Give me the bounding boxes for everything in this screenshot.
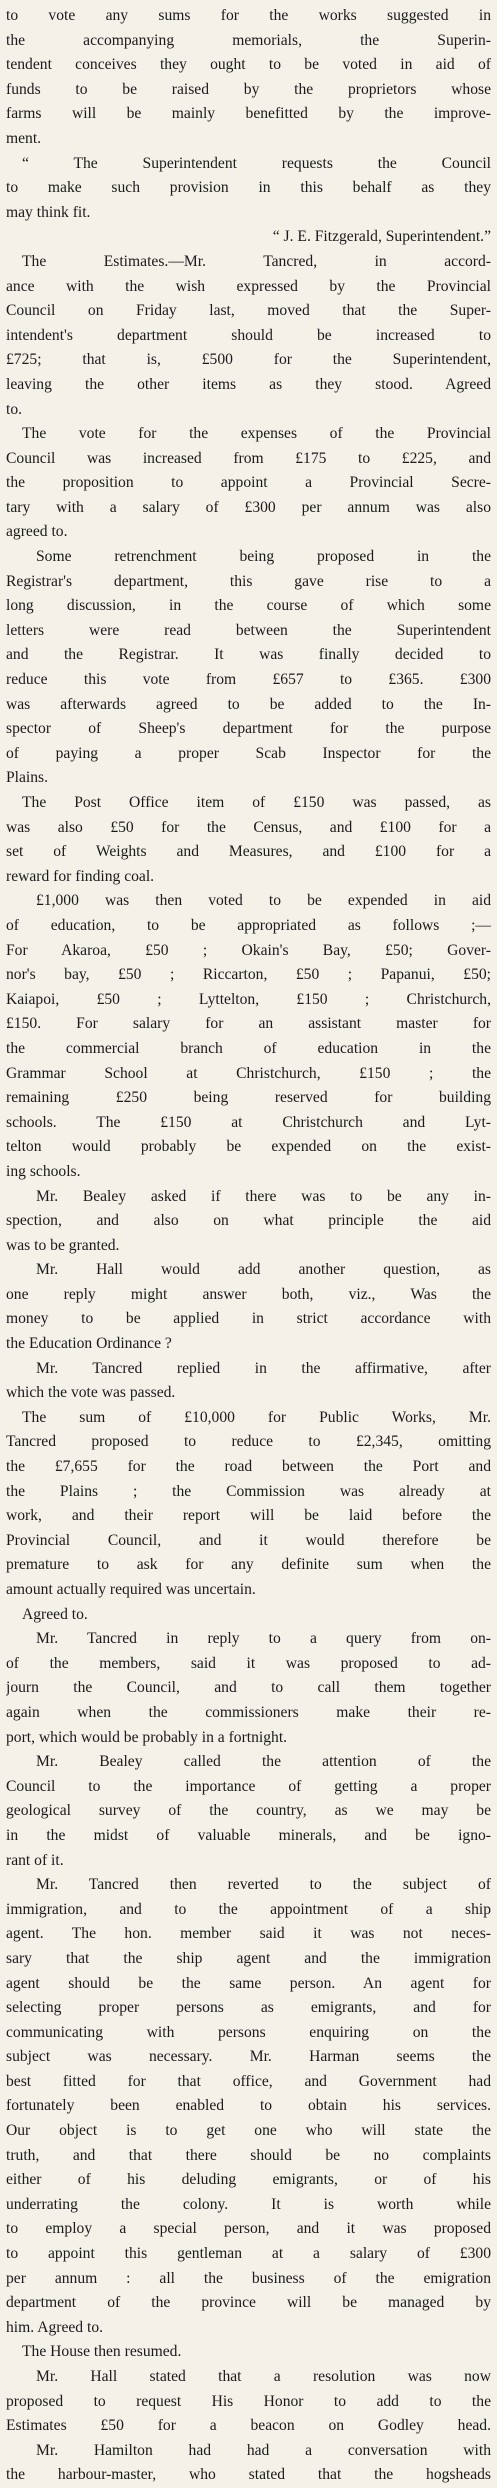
text-line: to vote any sums for the works suggested in (6, 7, 491, 24)
text-line: Kaiapoi, £50 ; Lyttelton, £150 ; Christchurch, (6, 990, 491, 1008)
text-line: Some retrenchment being proposed in the (36, 548, 491, 566)
text-line: the harbour-master, who stated that the hogsheads (6, 2466, 491, 2484)
text-line: spector of Sheep's department for the purpose (6, 720, 491, 738)
text-line: the £7,655 for the road between the Port and (6, 1458, 491, 1476)
text-line: in the midst of valuable minerals, and be igno- (6, 1826, 491, 1844)
text-line: long discussion, in the course of which some (6, 597, 491, 615)
text-line: Mr. Tancred then reverted to the subject of (36, 1876, 491, 1894)
text-line: truth, and that there should be no complaints (6, 2146, 491, 2164)
text-line: of education, to be appropriated as follows ;— (6, 916, 491, 934)
text-line: the Education Ordinance ? (6, 1335, 172, 1353)
text-line: and the Registrar. It was finally decided to (6, 646, 491, 664)
text-line: of the members, said it was proposed to ad- (6, 1654, 491, 1672)
text-line: funds to be raised by the proprietors whose (6, 80, 491, 98)
text-line: money to be applied in strict accordance with (6, 1310, 491, 1328)
text-line: him. Agreed to. (6, 2318, 104, 2336)
text-line: proposed to request His Honor to add to the (6, 2392, 491, 2410)
text-line: tary with a salary of £300 per annum was also (6, 498, 491, 516)
text-line: Plains. (6, 769, 49, 787)
text-line: spection, and also on what principle the aid (6, 1212, 491, 1230)
text-line: £725; that is, £500 for the Superintendent, (6, 351, 491, 369)
text-line: selecting proper persons as emigrants, and for (6, 1999, 491, 2017)
text-line: £1,000 was then voted to be expended in aid (36, 892, 491, 910)
text-line: was to be granted. (6, 1236, 120, 1254)
text-line: Tancred proposed to reduce to £2,345, omitting (6, 1433, 491, 1451)
text-line: may think fit. (6, 203, 91, 221)
text-line: Estimates £50 for a beacon on Godley head. (6, 2417, 491, 2435)
text-line: remaining £250 being reserved for building (6, 1089, 491, 1107)
text-line: port, which would be probably in a fortnight. (6, 1728, 288, 1746)
text-line: ment. (6, 129, 42, 147)
text-line: The vote for the expenses of the Provincial (22, 425, 491, 443)
text-line: The Post Office item of £150 was passed, as (22, 794, 491, 811)
text-line: agreed to. (6, 523, 68, 541)
text-line: the commercial branch of education in the (6, 1039, 491, 1057)
text-line: communicating with persons enquiring on the (6, 2023, 491, 2041)
text-line: Grammar School at Christchurch, £150 ; the (6, 1064, 491, 1082)
text-line: Mr. Tancred replied in the affirmative, after (36, 1359, 491, 1377)
text-line: reward for finding coal. (6, 867, 155, 885)
text-line: to employ a special person, and it was proposed (6, 2220, 491, 2238)
text-line: ance with the wish expressed by the Provincial (6, 277, 491, 295)
text-line: Council on Friday last, moved that the Super- (6, 302, 491, 320)
text-line: premature to ask for any definite sum when the (6, 1556, 491, 1574)
text-line: leaving the other items as they stood. Agreed (6, 375, 491, 393)
text-line: was also £50 for the Census, and £100 for a (6, 818, 491, 836)
text-line: immigration, and to the appointment of a ship (6, 1900, 491, 1918)
text-line: Mr. Bealey asked if there was to be any in- (36, 1187, 491, 1205)
text-line: reduce this vote from £657 to £365. £300 (6, 671, 491, 689)
text-line: Our object is to get one who will state the (6, 2122, 491, 2140)
text-line: was afterwards agreed to be added to the In- (6, 695, 491, 713)
text-line: underrating the colony. It is worth while (6, 2195, 491, 2213)
text-line: “ J. E. Fitzgerald, Superintendent.” (272, 228, 491, 246)
text-line: Mr. Bealey called the attention of the (36, 1753, 491, 1771)
text-line: of paying a proper Scab Inspector for the (6, 744, 491, 762)
text-line: subject was necessary. Mr. Harman seems the (6, 2048, 491, 2066)
text-line: agent should be the same person. An agent for (6, 1974, 491, 1992)
text-line: sary that the ship agent and the immigration (6, 1949, 491, 1967)
text-line: The Estimates.—Mr. Tancred, in accord- (22, 252, 491, 270)
text-line: Council to the importance of getting a proper (6, 1777, 491, 1795)
text-line: “ The Superintendent requests the Council (22, 154, 491, 172)
text-line: the proposition to appoint a Provincial Secre- (6, 474, 491, 492)
text-line: Mr. Tancred in reply to a query from on- (36, 1630, 491, 1648)
text-line: ing schools. (6, 1162, 81, 1180)
text-line: £150. For salary for an assistant master for (6, 1015, 491, 1033)
text-line: Agreed to. (22, 1605, 88, 1623)
text-line: Mr. Hamilton had had a conversation with (36, 2441, 491, 2459)
text-line: work, and their report will be laid before the (6, 1507, 491, 1525)
text-line: rant of it. (6, 1851, 64, 1869)
text-line: again when the commissioners make their re- (6, 1703, 491, 1721)
text-line: Mr. Hall stated that a resolution was now (36, 2368, 491, 2385)
text-line: tendent conceives they ought to be voted in aid of (6, 56, 491, 74)
text-line: The House then resumed. (22, 2343, 182, 2361)
text-line: schools. The £150 at Christchurch and Lyt- (6, 1113, 491, 1131)
text-line: farms will be mainly benefitted by the improve- (6, 105, 491, 123)
text-line: geological survey of the country, as we may be (6, 1802, 491, 1820)
text-line: agent. The hon. member said it was not neces- (6, 1925, 491, 1943)
text-line: Registrar's department, this gave rise to a (6, 572, 491, 590)
text-line: to make such provision in this behalf as they (6, 179, 491, 197)
text-line: Mr. Hall would add another question, as (36, 1261, 491, 1279)
text-line: letters were read between the Superintendent (6, 621, 491, 639)
text-line: telton would probably be expended on the exist- (6, 1138, 491, 1156)
text-line: nor's bay, £50 ; Riccarton, £50 ; Papanui, £50; (6, 966, 491, 984)
text-line: Provincial Council, and it would therefore be (6, 1531, 491, 1549)
text-line: one reply might answer both, viz., Was the (6, 1285, 491, 1303)
text-line: department of the province will be managed by (6, 2294, 491, 2312)
text-line: per annum : all the business of the emigration (6, 2269, 491, 2287)
text-line: Council was increased from £175 to £225, and (6, 449, 491, 467)
text-line: to appoint this gentleman at a salary of £300 (6, 2245, 491, 2263)
text-line: journ the Council, and to call them together (6, 1679, 491, 1697)
text-line: set of Weights and Measures, and £100 for a (6, 843, 491, 861)
text-line: For Akaroa, £50 ; Okain's Bay, £50; Gover- (6, 941, 491, 959)
text-line: the accompanying memorials, the Superin- (6, 31, 491, 49)
text-line: intendent's department should be increased to (6, 326, 491, 344)
text-line: to. (6, 400, 23, 418)
text-line: best fitted for that office, and Government had (6, 2072, 491, 2090)
text-line: which the vote was passed. (6, 1384, 176, 1402)
text-line: The sum of £10,000 for Public Works, Mr. (22, 1408, 491, 1426)
text-line: fortunately been enabled to obtain his services. (6, 2097, 491, 2115)
text-line: either of his deluding emigrants, or of his (6, 2171, 491, 2189)
text-line: amount actually required was uncertain. (6, 1581, 256, 1598)
text-line: the Plains ; the Commission was already at (6, 1482, 491, 1500)
